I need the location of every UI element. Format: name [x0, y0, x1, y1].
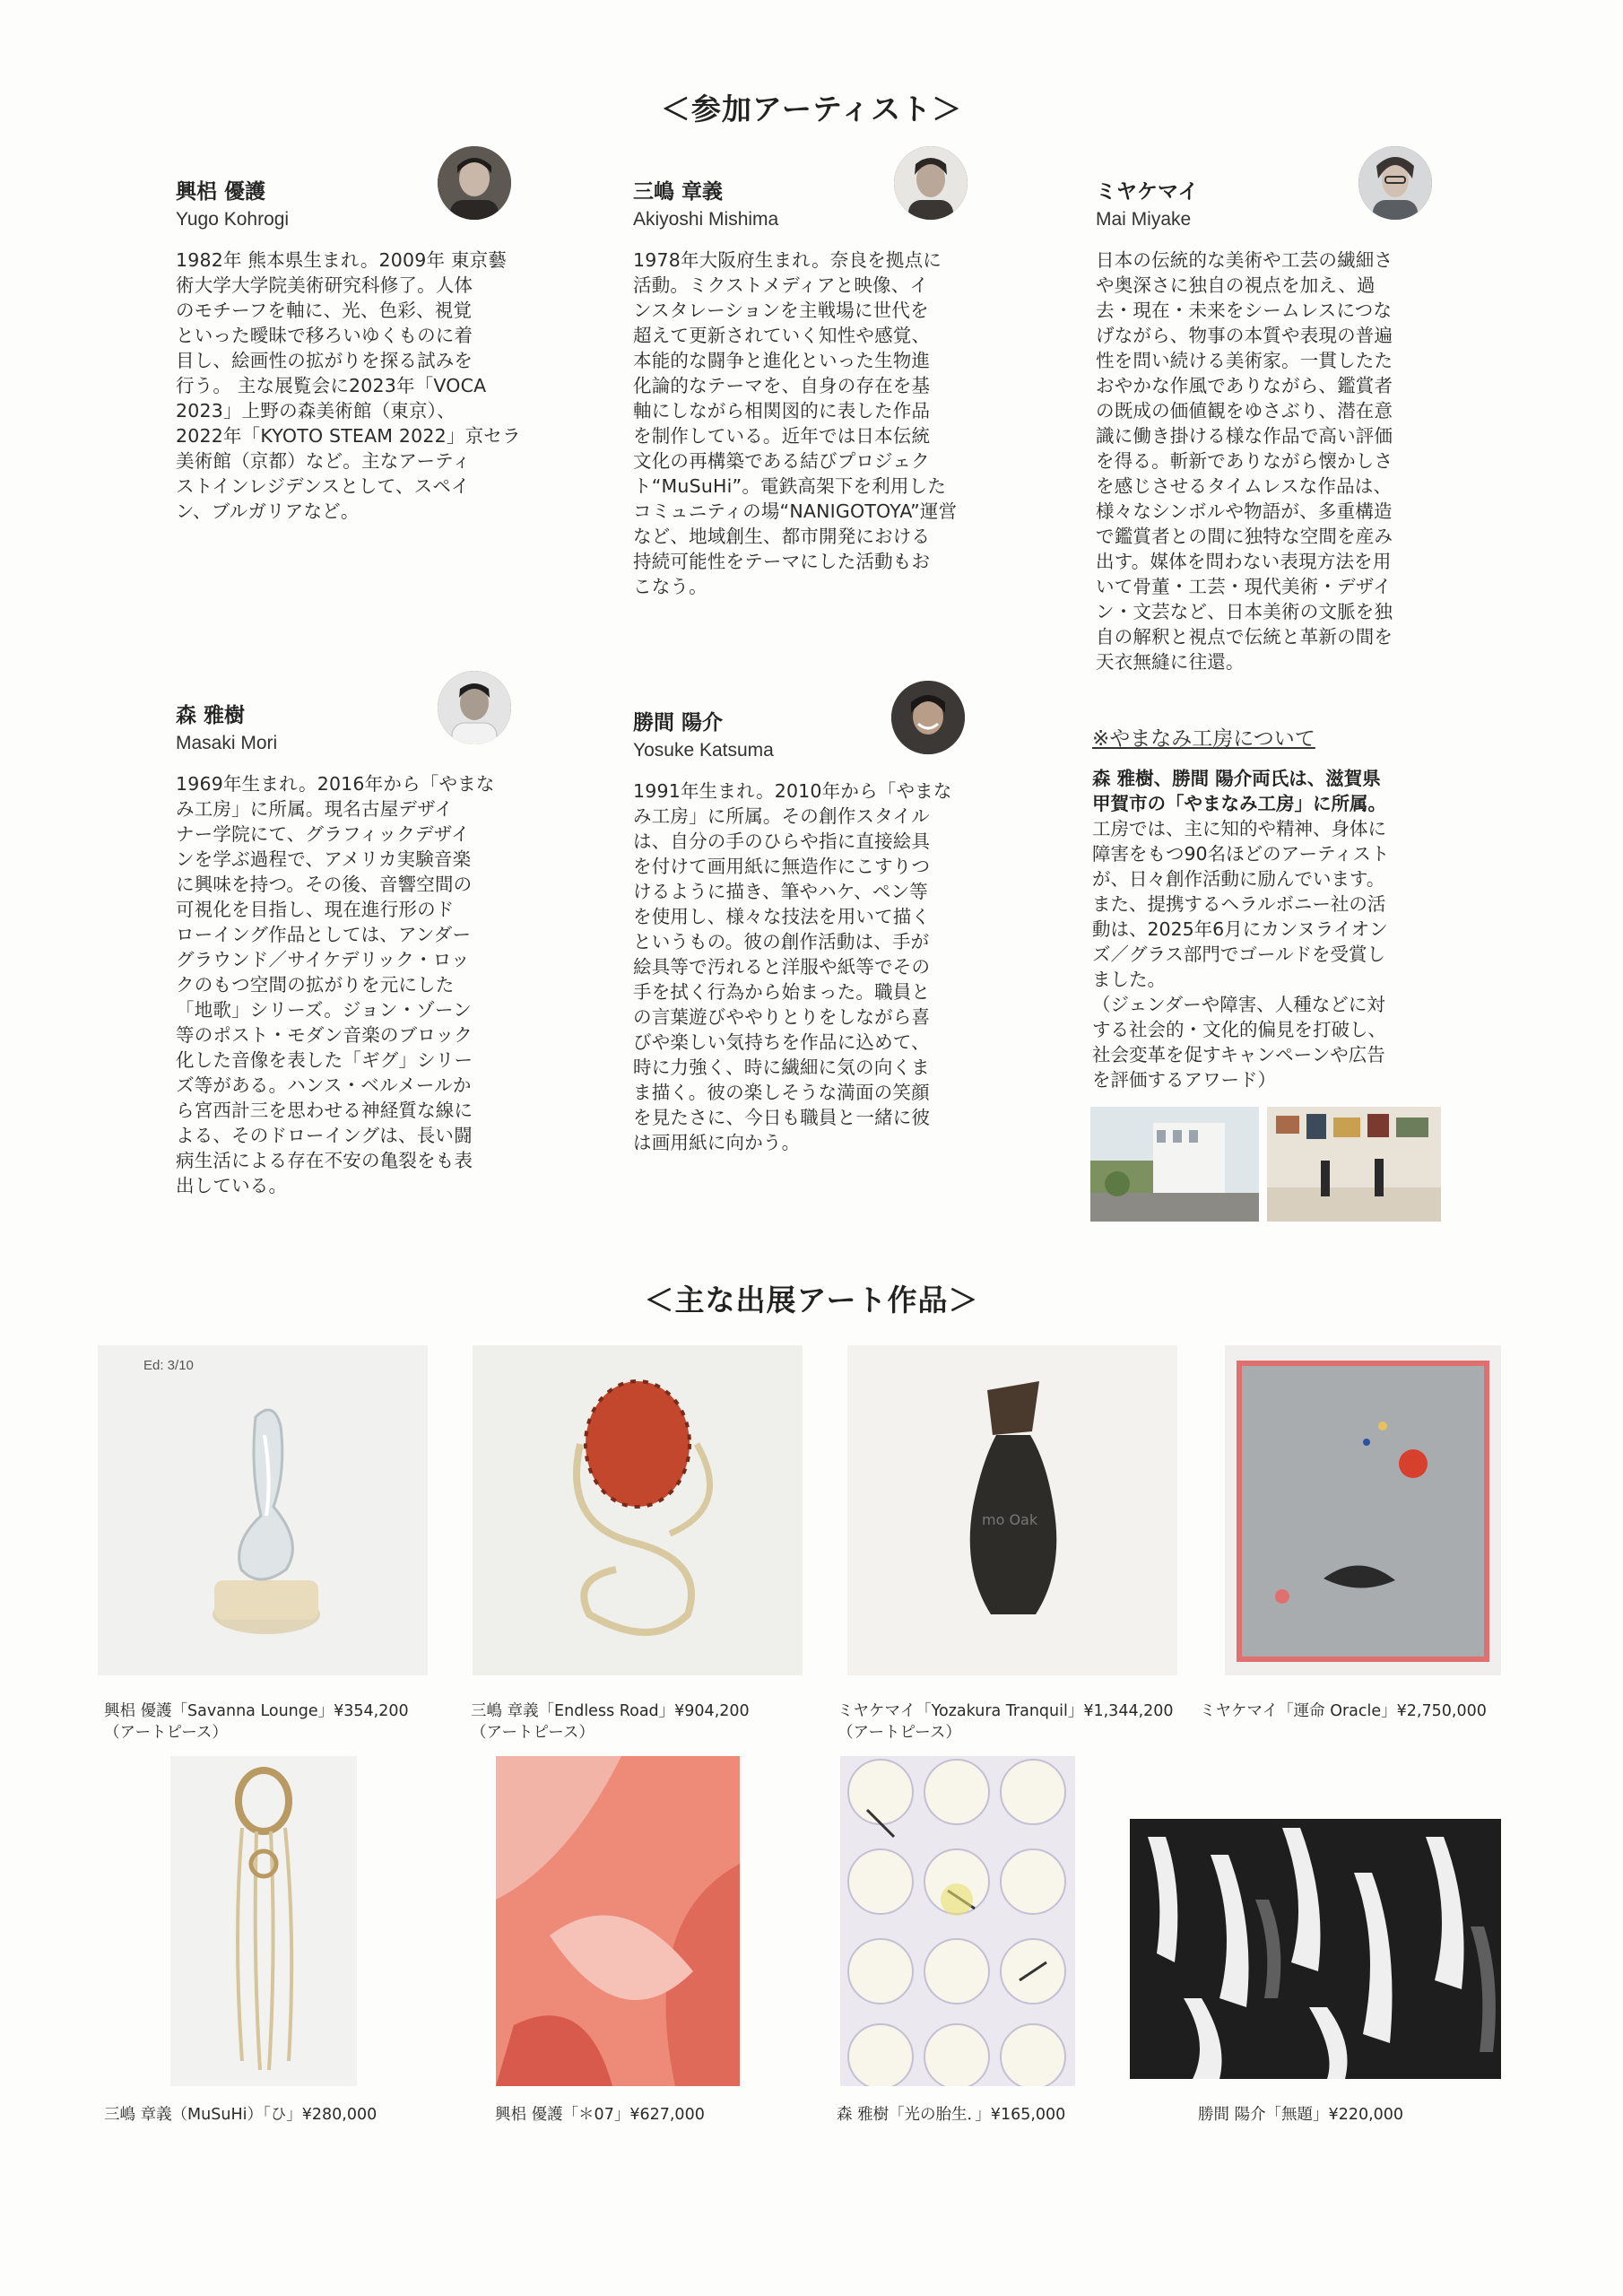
artist-mishima: [633, 178, 992, 599]
yamanami-building-photo: [1090, 1107, 1259, 1222]
artist-katsuma: [633, 709, 992, 1155]
yamanami-heading: ※やまなみ工房について: [1092, 727, 1315, 751]
artist-mori: [176, 701, 534, 1198]
work-caption: 三嶋 章義「Endless Road」¥904,200 （アートピース）: [471, 1702, 750, 1742]
edition-label: Ed: 3/10: [143, 1358, 194, 1373]
work-07-image: [496, 1756, 740, 2086]
artist-bio: 1978年大阪府生まれ。奈良を拠点に 活動。ミクストメディアと映像、イ ンスタレーションを主戦場に世代を 超えて更新されていく知性や感覚、 本能的な闘争と進化といった生物進 化論的なテーマを、自身の存在を基 軸にしながら相関図的に表した作品 を制作している。近年では日本伝統 文化の再構築である結びプロジェク ト“MuSuHi”。電鉄高架下を利用した コミュニティの場“NANIGOTOYA”運営 など、地域創生、都市開発における 持続可能性をテーマにした活動もお こなう。: [633, 249, 958, 597]
work-hikari-image: [840, 1756, 1075, 2086]
work-caption: 三嶋 章義（MuSuHi）「ひ」¥280,000: [104, 2106, 378, 2124]
artist-name-en: Masaki Mori: [176, 733, 278, 753]
svg-text:mo Oak: mo Oak: [982, 1511, 1038, 1528]
work-caption: ミヤケマイ「運命 Oracle」¥2,750,000: [1200, 1702, 1487, 1720]
yamanami-text: 工房では、主に知的や精神、身体に 障害をもつ90名ほどのアーティスト が、日々創作活動に励んでいます。 また、提携するヘラルボニー社の活 動は、2025年6月にカンヌライオン ズ／グラス部門でゴールドを受賞し ました。 （ジェンダーや障害、人種などに対 する社会的・文化的偏見を打破し、 社会変革を促すキャンペーンや広告 を評価するアワード）: [1092, 818, 1390, 1091]
artist-name-en: Akiyoshi Mishima: [633, 209, 779, 230]
works-section-title: ＜主な出展アート作品＞: [644, 1283, 979, 1318]
yamanami-gallery-photo: [1267, 1107, 1441, 1222]
work-endless-road-image: [473, 1345, 803, 1675]
artist-bio: 日本の伝統的な美術や工芸の繊細さ や奥深さに独自の視点を加え、過 去・現在・未来をシームレスにつな げながら、物事の本質や表現の普遍 性を問い続ける美術家。一貫したた おやかな作風でありながら、鑑賞者 の既成の価値観をゆさぶり、潜在意 識に働き掛ける様な作品で高い評価 を得る。斬新でありながら懐かしさ を感じさせるタイムレスな作品は、 様々なシンボルや物語が、多重構造 で鑑賞者との間に独特な空間を産み 出す。媒体を問わない表現方法を用 いて骨董・工芸・現代美術・デザイ ン・文芸など、日本美術の文脈を独 自の解釈と視点で伝統と革新の間を 天衣無縫に往還。: [1096, 249, 1393, 673]
work-yozakura-tranquil-image: [847, 1345, 1177, 1675]
artist-name-jp: ミヤケマイ: [1096, 180, 1199, 204]
work-caption: 興梠 優護「＊07」¥627,000: [495, 2106, 705, 2124]
artist-bio: 1969年生まれ。2016年から「やまな み工房」に所属。現名古屋デザイ ナー学院にて、グラフィックデザイ ンを学ぶ過程で、アメリカ実験音楽 に興味を持つ。その後、音響空間の 可視化を目指し、現在進行形のド ローイング作品としては、アンダー グラウンド／サイケデリック・ロッ クのもつ空間の拡がりを元にした 「地歌」シリーズ。ジョン・ゾーン 等のポスト・モダン音楽のブロック 化した音像を表した「ギグ」シリー ズ等がある。ハンス・ベルメールか ら宮西計三を思わせる神経質な線に よる、そのドローイングは、長い闘 病生活による存在不安の亀裂をも表 出している。: [176, 773, 495, 1196]
work-caption: ミヤケマイ「Yozakura Tranquil」¥1,344,200 （アートピース）: [838, 1702, 1174, 1742]
artists-section-title: ＜参加アーティスト＞: [660, 91, 963, 126]
artist-bio: 1991年生まれ。2010年から「やまな み工房」に所属。その創作スタイル は、自分の手のひらや指に直接絵具 を付けて画用紙に無造作にこすりつ けるように描き、筆やハケ、ペン等 を使用し、様々な技法を用いて描く というもの。彼の創作活動は、手が 絵具等で汚れると洋服や紙等でその 手を拭く行為から始まった。職員と の言葉遊びややりとりをしながら喜 びや楽しい気持ちを作品に込めて、 時に力強く、時に繊細に気の向くま ま描く。彼の楽しそうな満面の笑顔 を見たさに、今日も職員と一緒に彼 は画用紙に向かう。: [633, 780, 952, 1153]
artist-name-jp: 森 雅樹: [176, 704, 246, 727]
artist-miyake: [1096, 178, 1454, 674]
work-caption: 勝間 陽介「無題」¥220,000: [1198, 2106, 1404, 2124]
artist-name-en: Mai Miyake: [1096, 209, 1192, 230]
artist-name-jp: 勝間 陽介: [633, 711, 724, 735]
artist-kohrogi: [176, 178, 534, 524]
work-hi-image: [170, 1756, 357, 2086]
work-caption: 興梠 優護「Savanna Lounge」¥354,200 （アートピース）: [104, 1702, 409, 1742]
work-savanna-lounge-image: [98, 1345, 428, 1675]
artist-name-en: Yugo Kohrogi: [176, 209, 290, 230]
artist-name-jp: 興梠 優護: [176, 180, 266, 204]
work-untitled-image: [1130, 1819, 1501, 2079]
artist-name-jp: 三嶋 章義: [633, 180, 724, 204]
yamanami-info: [1092, 725, 1451, 1092]
artist-name-en: Yosuke Katsuma: [633, 740, 774, 761]
work-caption: 森 雅樹「光の胎生．」¥165,000: [837, 2106, 1066, 2124]
artist-bio: 1982年 熊本県生まれ。2009年 東京藝 術大学大学院美術研究科修了。人体 のモチーフを軸に、光、色彩、視覚 といった曖昧で移ろいゆくものに着 目し、絵画性の拡がりを探る試みを 行う。 主な展覧会に2023年「VOCA 2023」上野の森美術館（東京）、 2022年「KYOTO STEAM 2022」京セラ 美術館（京都）など。主なアーティ ストインレジデンスとして、スペイ ン、ブルガリアなど。: [176, 249, 521, 522]
work-oracle-image: [1225, 1345, 1501, 1675]
yamanami-bold-text: 森 雅樹、勝間 陽介両氏は、滋賀県 甲賀市の「やまなみ工房」に所属。: [1092, 768, 1386, 814]
